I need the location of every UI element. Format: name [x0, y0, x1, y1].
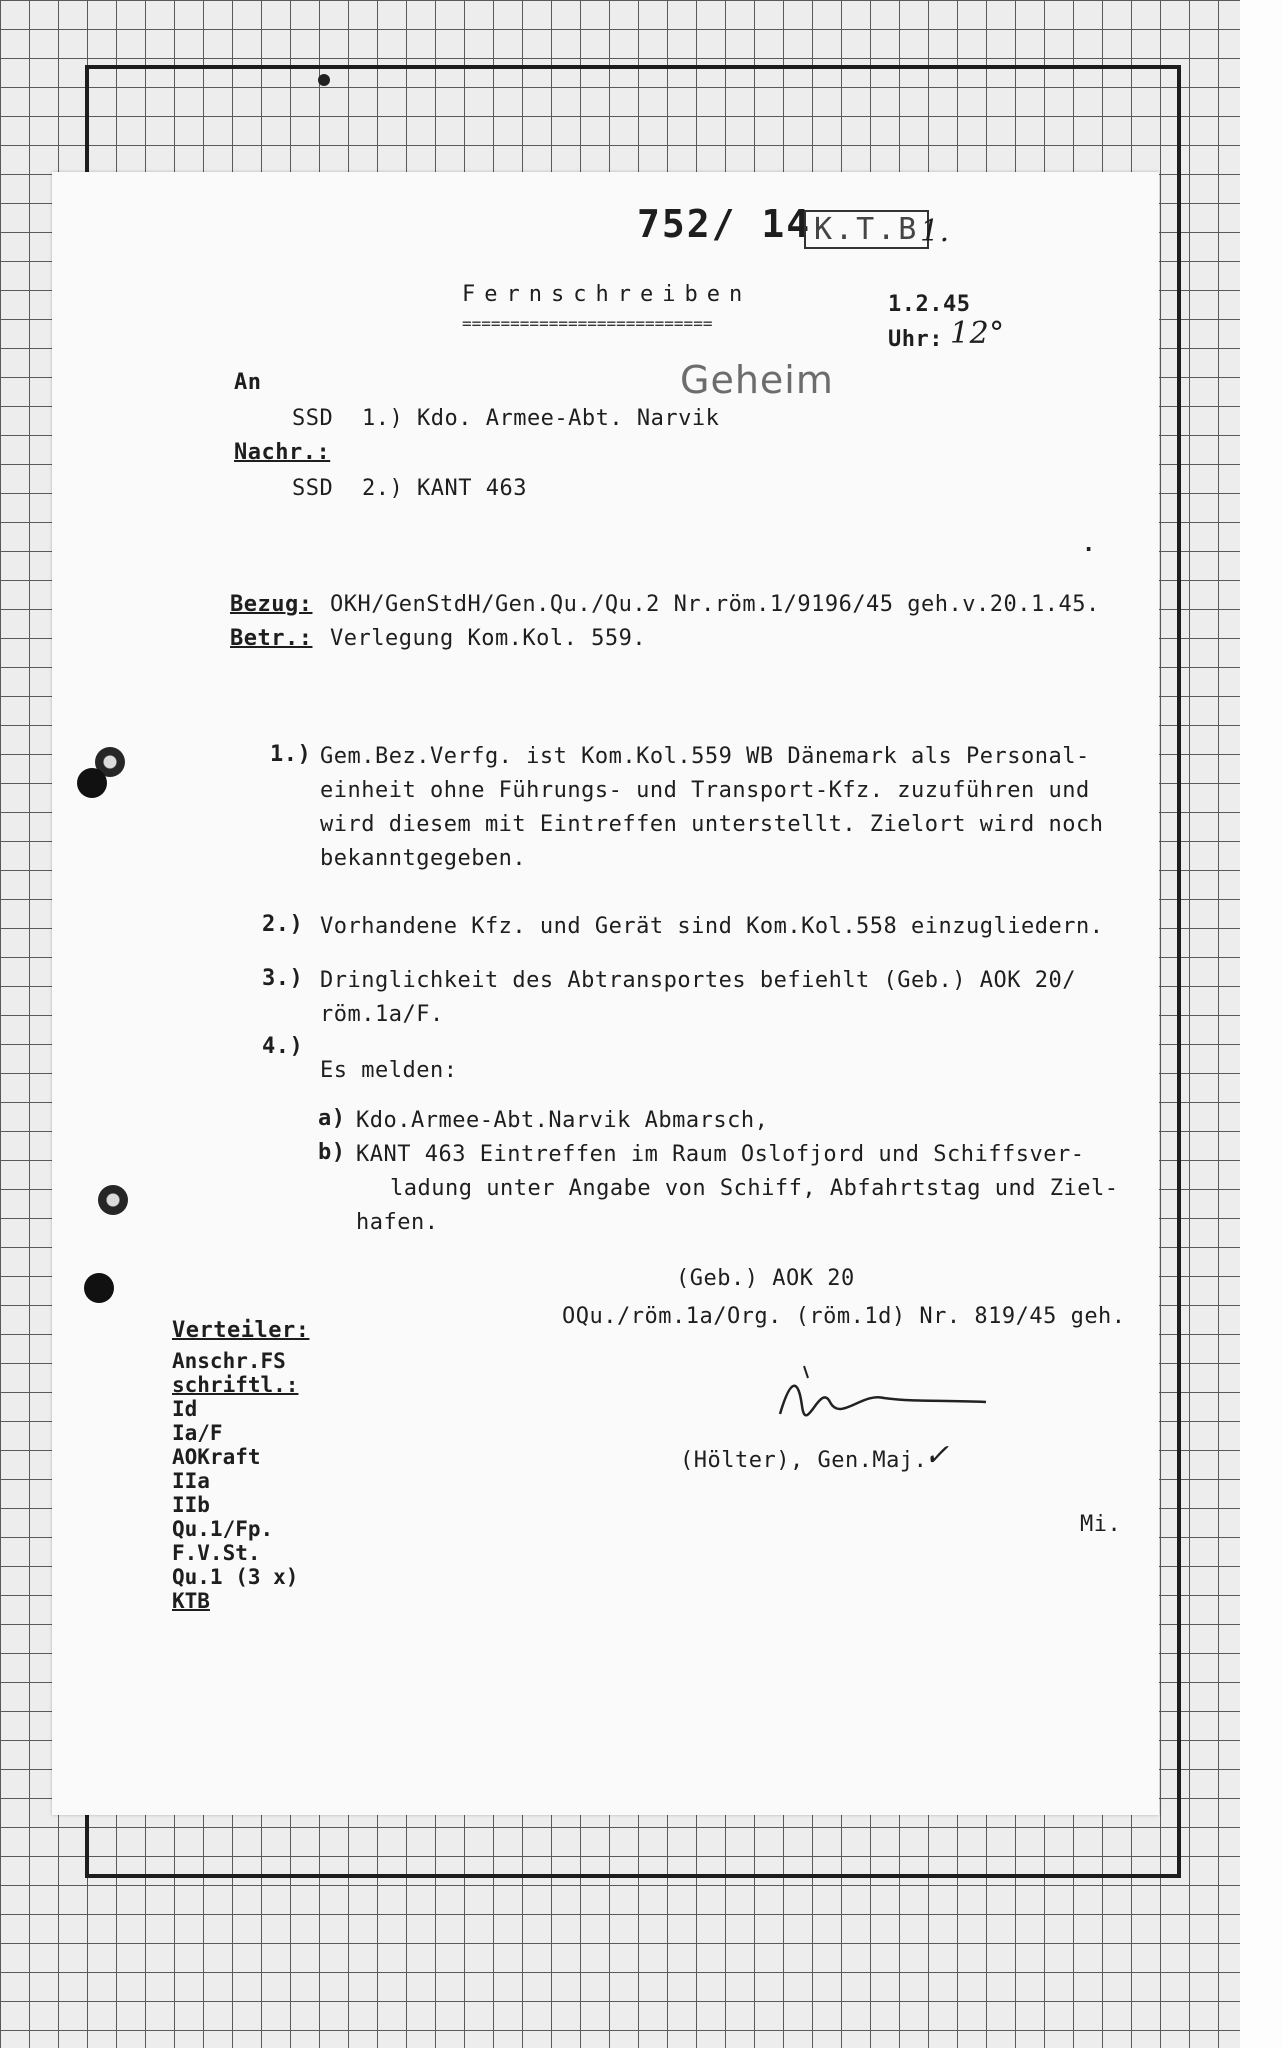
ktb-stamp: K.T.B [804, 210, 929, 249]
item-b-label: b) [318, 1140, 346, 1165]
teletype-document [52, 172, 1159, 1815]
paragraph-3-line-1: Dringlichkeit des Abtransportes befiehlt (Geb.) AOK 20/ [320, 968, 1076, 993]
signer: (Hölter), Gen.Maj. [680, 1448, 928, 1473]
distribution-item: AOKraft [172, 1445, 261, 1469]
sender: (Geb.) AOK 20 [676, 1266, 855, 1291]
distribution-item: Anschr.FS [172, 1349, 286, 1373]
paragraph-4-text: Es melden: [320, 1058, 458, 1083]
distribution-item: schriftl.: [172, 1373, 299, 1397]
item-b-line-3: hafen. [356, 1210, 439, 1235]
paragraph-1-line-2: einheit ohne Führungs- und Transport-Kfz. zuzuführen und [320, 778, 1090, 803]
betr-label: Betr.: [230, 626, 313, 651]
paragraph-2-number: 2.) [262, 912, 304, 937]
bezug-label: Bezug: [230, 592, 313, 617]
paragraph-1-line-4: bekanntgegeben. [320, 846, 527, 871]
distribution-list [172, 1318, 309, 1613]
signer-initial-mark: ✓ [924, 1438, 950, 1473]
punch-hole [98, 1185, 128, 1215]
distribution-item: IIb [172, 1493, 210, 1517]
time-value: 12° [950, 316, 1005, 351]
sender-reference: OQu./röm.1a/Org. (röm.1d) Nr. 819/45 geh. [562, 1304, 1126, 1329]
paragraph-4-number: 4.) [262, 1034, 304, 1059]
distribution-item: Ia/F [172, 1421, 223, 1445]
an-label: An [234, 370, 262, 395]
item-a-text: Kdo.Armee-Abt.Narvik Abmarsch, [356, 1108, 769, 1133]
recipient2: 2.) KANT 463 [362, 476, 527, 501]
item-a-label: a) [318, 1106, 346, 1131]
page-margin [1240, 0, 1283, 2048]
punch-hole [77, 768, 107, 798]
item-b-line-1: KANT 463 Eintreffen im Raum Oslofjord und Schiffsver- [356, 1142, 1085, 1167]
date: 1.2.45 [888, 292, 971, 317]
handwritten-signature [772, 1362, 1002, 1432]
nachr-label: Nachr.: [234, 440, 331, 465]
punch-hole [84, 1273, 114, 1303]
distribution-item: Qu.1/Fp. [172, 1517, 274, 1541]
betr-text: Verlegung Kom.Kol. 559. [330, 626, 647, 651]
distribution-item: F.V.St. [172, 1541, 261, 1565]
recipient2-prefix: SSD [292, 476, 334, 501]
paragraph-2-text: Vorhandene Kfz. und Gerät sind Kom.Kol.558 einzugliedern. [320, 914, 1104, 939]
recipient1: 1.) Kdo. Armee-Abt. Narvik [362, 406, 720, 431]
pin-mark [318, 74, 330, 86]
margin-mark: . [1082, 532, 1096, 557]
classification-stamp: Geheim [680, 358, 834, 402]
distribution-item: Id [172, 1397, 198, 1421]
bezug-text: OKH/GenStdH/Gen.Qu./Qu.2 Nr.röm.1/9196/45 geh.v.20.1.45. [330, 592, 1100, 617]
paragraph-3-line-2: röm.1a/F. [320, 1002, 444, 1027]
paragraph-1-line-3: wird diesem mit Eintreffen unterstellt. Zielort wird noch [320, 812, 1104, 837]
title-underline: ========================== [462, 314, 713, 333]
document-type: Fernschreiben [462, 282, 752, 307]
recipient1-prefix: SSD [292, 406, 334, 431]
time-label: Uhr: [888, 327, 943, 352]
distribution-item: Qu.1 (3 x) [172, 1565, 299, 1589]
paragraph-1-number: 1.) [270, 742, 312, 767]
distribution-item: KTB [172, 1589, 210, 1613]
document-number: 752/ 14 [637, 202, 812, 246]
paragraph-3-number: 3.) [262, 966, 304, 991]
paragraph-1-line-1: Gem.Bez.Verfg. ist Kom.Kol.559 WB Dänemark als Personal- [320, 744, 1090, 769]
document-number-suffix: 1. [920, 214, 950, 249]
distribution-item: IIa [172, 1469, 210, 1493]
distribution-title: Verteiler: [172, 1318, 310, 1343]
item-b-line-2: ladung unter Angabe von Schiff, Abfahrtstag und Ziel- [390, 1176, 1119, 1201]
typist-initials: Mi. [1080, 1512, 1122, 1537]
